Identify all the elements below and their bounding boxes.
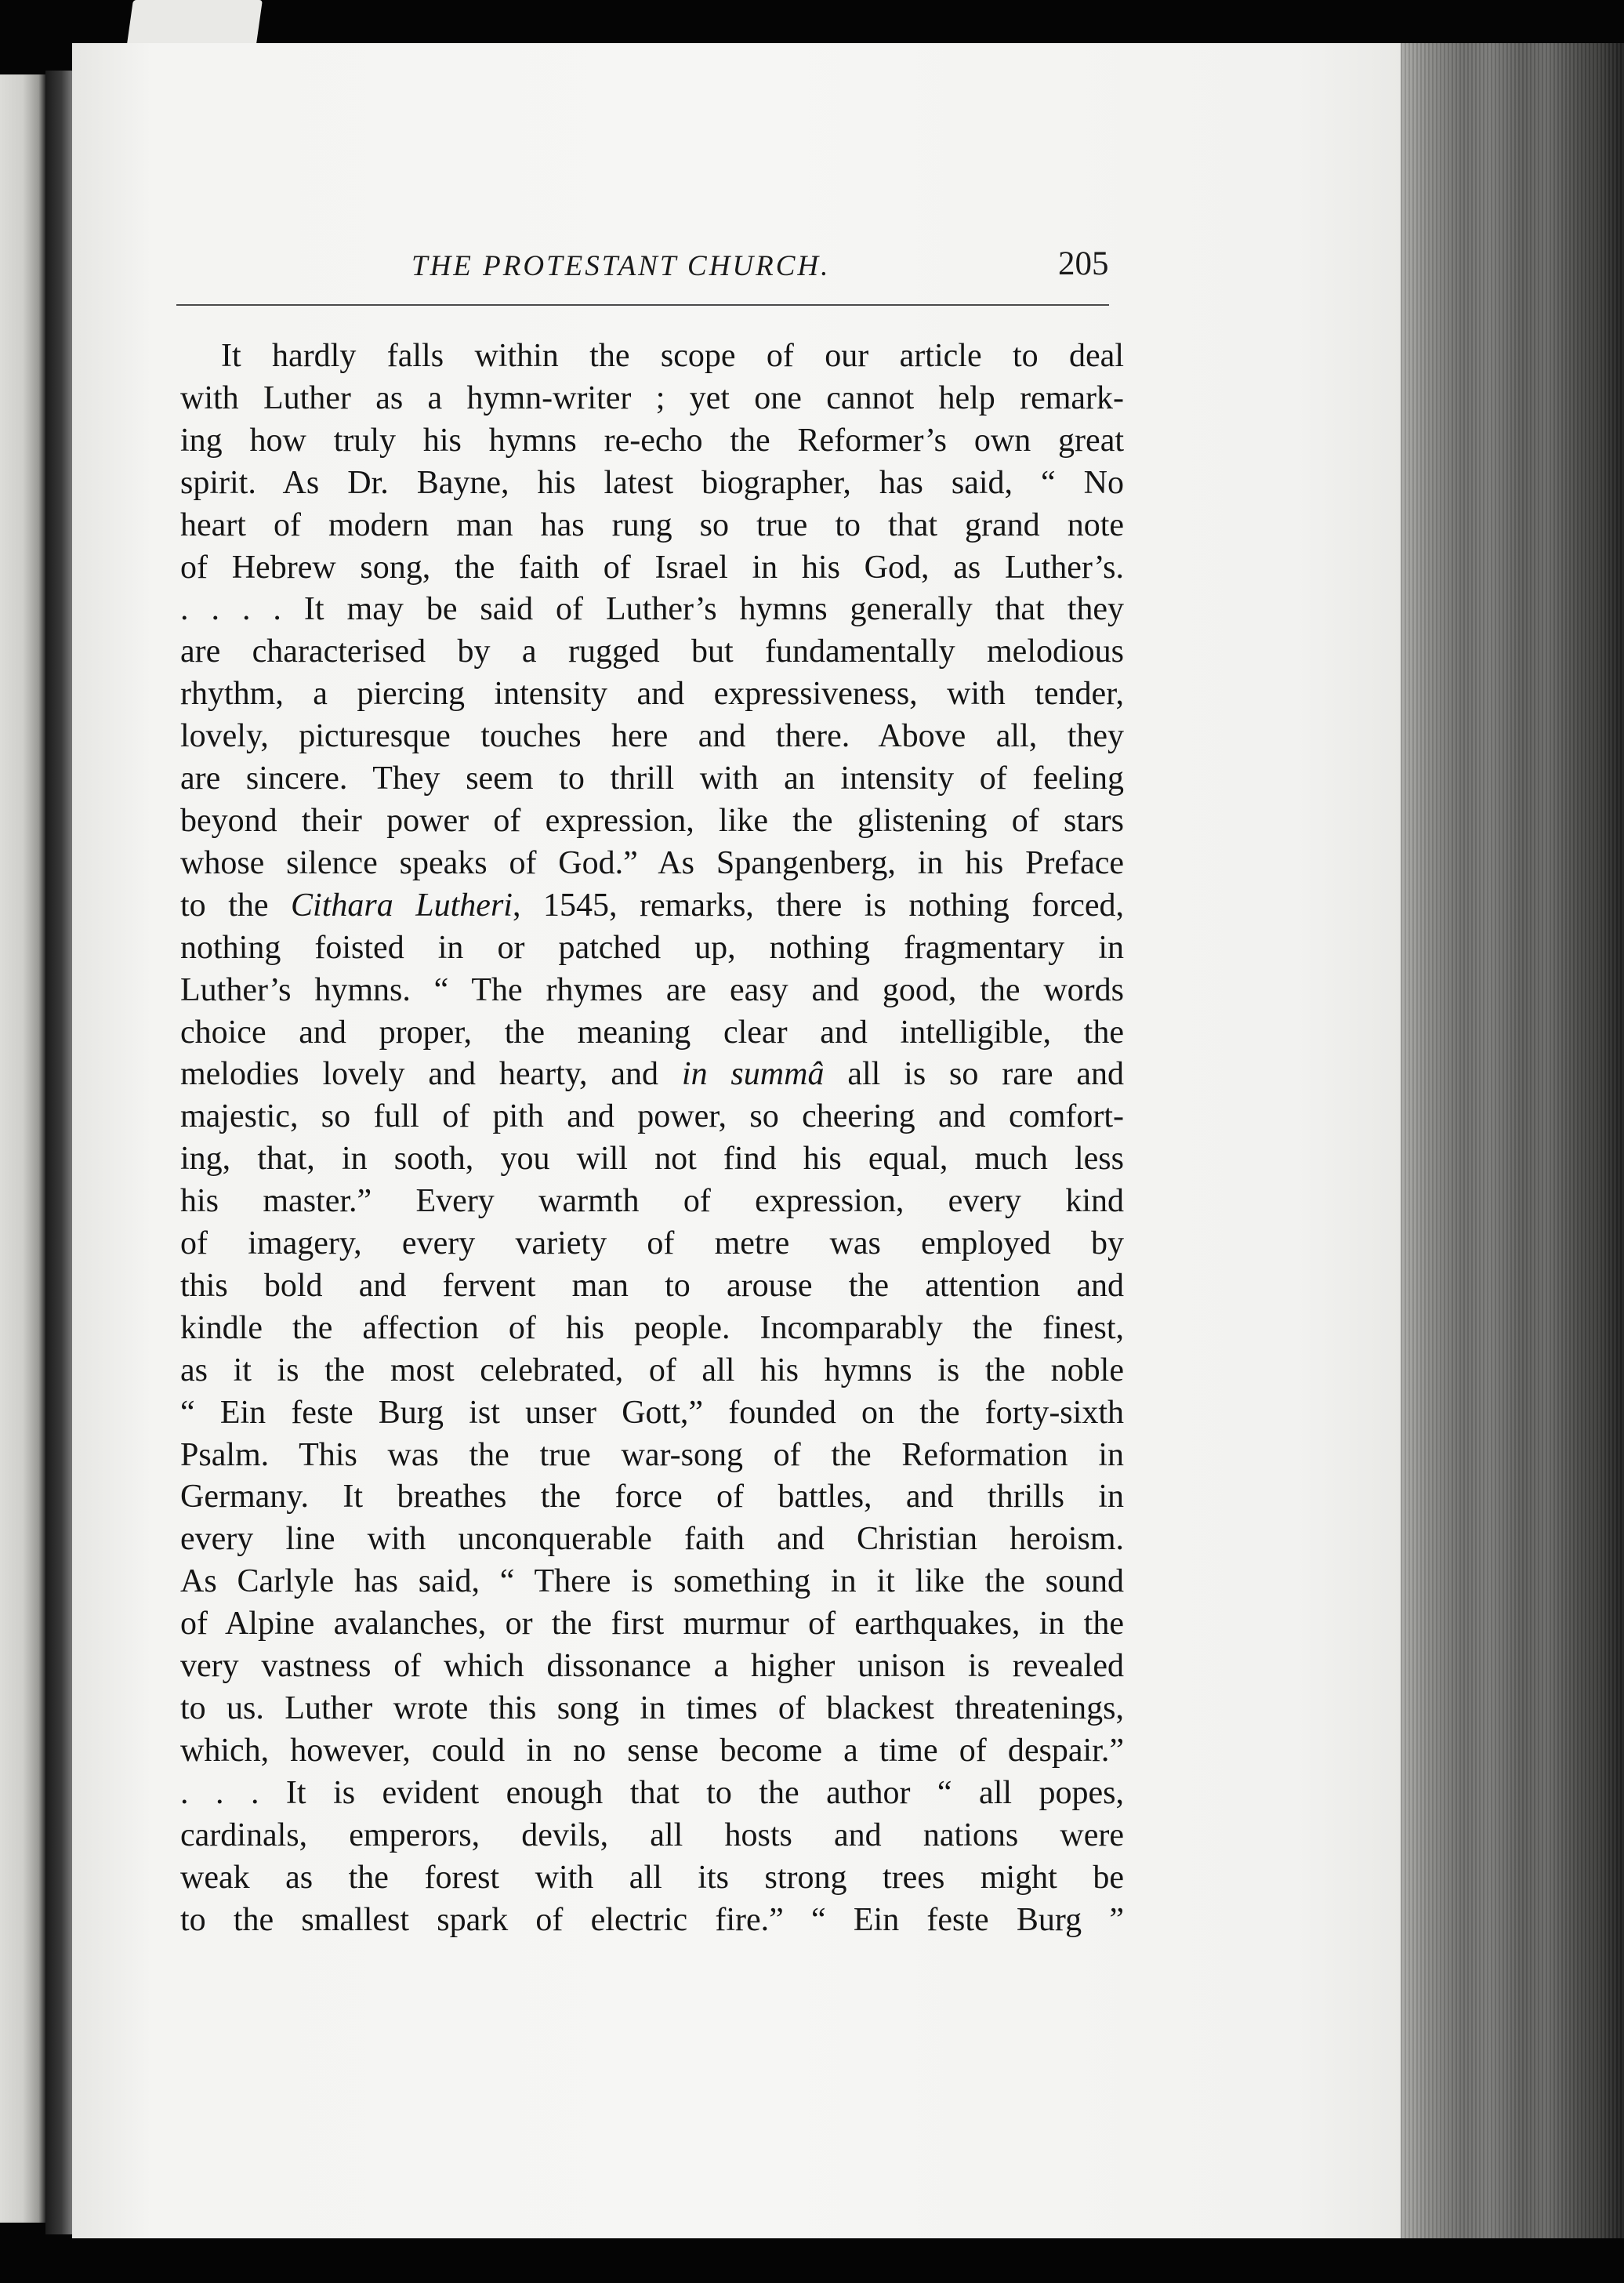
line-text: spirit. As Dr. Bayne, his latest biographer, has said, “ No — [180, 464, 1124, 501]
italic-title: in summâ — [681, 1056, 825, 1093]
text-line — [180, 673, 1124, 716]
line-text: as it is the most celebrated, of all his hymns is the noble — [180, 1352, 1124, 1388]
page-number: 205 — [1058, 245, 1109, 282]
body-paragraph — [180, 336, 1124, 1941]
line-text: whose silence speaks of God.” As Spangenberg, in his Preface — [180, 844, 1124, 881]
italic-title: Cithara Lutheri — [291, 887, 513, 924]
line-text: , 1545, remarks, there is nothing forced, — [512, 887, 1124, 924]
line-text: . . . . It may be said of Luther’s hymns generally that they — [180, 591, 1124, 628]
left-page-edge — [0, 74, 45, 2223]
text-line — [180, 758, 1124, 800]
text-line — [180, 1773, 1124, 1815]
text-line — [180, 505, 1124, 547]
text-line — [180, 843, 1124, 885]
line-text: which, however, could in no sense become a time of despair.” — [180, 1732, 1124, 1769]
text-line — [180, 378, 1124, 420]
text-line — [180, 1815, 1124, 1857]
text-line — [180, 1138, 1124, 1181]
text-line — [180, 1561, 1124, 1603]
line-text: of Alpine avalanches, or the first murmur of earthquakes, in the — [180, 1606, 1124, 1642]
line-text: It hardly falls within the scope of our article to deal — [221, 338, 1124, 374]
book-gutter — [45, 71, 72, 2234]
line-text: Luther’s hymns. “ The rhymes are easy and good, the words — [180, 971, 1124, 1008]
text-line — [180, 547, 1124, 590]
line-text: majestic, so full of pith and power, so cheering and comfort- — [180, 1098, 1124, 1135]
line-text: all is so rare and — [824, 1056, 1124, 1093]
line-text: kindle the affection of his people. Incomparably the finest, — [180, 1309, 1124, 1346]
line-text: every line with unconquerable faith and Christian heroism. — [180, 1521, 1124, 1558]
text-line — [180, 927, 1124, 970]
line-text: of imagery, every variety of metre was employed by — [180, 1225, 1124, 1262]
line-text: heart of modern man has rung so true to that grand note — [180, 506, 1124, 543]
text-line — [180, 1730, 1124, 1773]
line-text: lovely, picturesque touches here and there. Above all, they — [180, 718, 1124, 755]
line-text: nothing foisted in or patched up, nothing fragmentary in — [180, 929, 1124, 966]
line-text: “ Ein feste Burg ist unser Gott,” founded on the forty-sixth — [180, 1394, 1124, 1431]
text-line — [180, 1857, 1124, 1900]
line-text: very vastness of which dissonance a higher unison is revealed — [180, 1648, 1124, 1685]
text-line — [180, 1519, 1124, 1561]
text-line — [180, 716, 1124, 758]
line-text: weak as the forest with all its strong trees might be — [180, 1859, 1124, 1896]
text-line — [180, 970, 1124, 1012]
text-line — [180, 1308, 1124, 1350]
line-text: to the smallest spark of electric fire.” “ Ein feste Burg ” — [180, 1901, 1124, 1938]
text-line — [180, 1900, 1124, 1942]
line-text: ing, that, in sooth, you will not find his equal, much less — [180, 1141, 1124, 1178]
line-text: to us. Luther wrote this song in times of blackest threatenings, — [180, 1690, 1124, 1726]
line-text: Germany. It breathes the force of battles, and thrills in — [180, 1479, 1124, 1515]
running-head: THE PROTESTANT CHURCH. — [411, 250, 831, 282]
line-text: choice and proper, the meaning clear and intelligible, the — [180, 1014, 1124, 1051]
text-line — [180, 1476, 1124, 1519]
page-edges — [1401, 43, 1624, 2238]
line-text: his master.” Every warmth of expression, every kind — [180, 1183, 1124, 1220]
line-text: rhythm, a piercing intensity and expressiveness, with tender, — [180, 676, 1124, 713]
line-text: this bold and fervent man to arouse the attention and — [180, 1267, 1124, 1304]
line-text: of Hebrew song, the faith of Israel in his God, as Luther’s. — [180, 549, 1124, 586]
line-text: cardinals, emperors, devils, all hosts and nations were — [180, 1817, 1124, 1853]
text-line — [180, 631, 1124, 673]
line-text: . . . It is evident enough that to the author “ all popes, — [180, 1774, 1124, 1811]
text-line — [180, 1435, 1124, 1477]
text-line — [180, 1603, 1124, 1646]
line-text: Psalm. This was the true war-song of the Reformation in — [180, 1436, 1124, 1473]
line-text: ing how truly his hymns re-echo the Reformer’s own great — [180, 422, 1124, 459]
line-text: melodies lovely and hearty, and — [180, 1056, 682, 1093]
text-line — [180, 1223, 1124, 1265]
text-line — [180, 1646, 1124, 1688]
line-text: with Luther as a hymn-writer ; yet one cannot help remark- — [180, 379, 1124, 416]
text-line — [180, 1350, 1124, 1392]
text-line — [180, 1688, 1124, 1730]
line-text: As Carlyle has said, “ There is something in it like the sound — [180, 1563, 1124, 1600]
text-line — [180, 1181, 1124, 1223]
header-rule — [176, 304, 1109, 306]
line-text: are characterised by a rugged but fundamentally melodious — [180, 633, 1124, 670]
text-line — [180, 885, 1124, 927]
text-line — [180, 1012, 1124, 1054]
text-line — [180, 420, 1124, 463]
line-text: beyond their power of expression, like the glistening of stars — [180, 802, 1124, 839]
text-line — [180, 1265, 1124, 1308]
line-text: are sincere. They seem to thrill with an intensity of feeling — [180, 760, 1124, 797]
text-line — [180, 589, 1124, 631]
text-line — [180, 800, 1124, 843]
text-line — [180, 1392, 1124, 1435]
text-line — [180, 463, 1124, 505]
text-line — [180, 1096, 1124, 1138]
text-line — [180, 336, 1124, 378]
line-text: to the — [180, 887, 292, 924]
text-line — [180, 1054, 1124, 1096]
